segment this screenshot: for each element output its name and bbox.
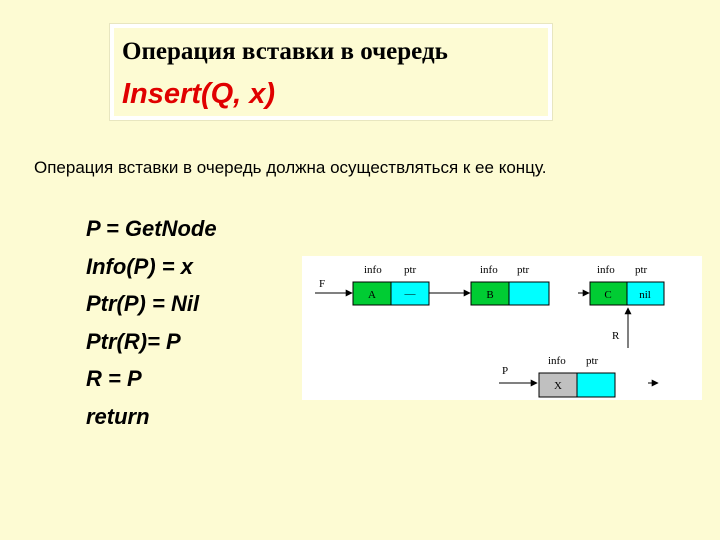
new-node-info: X	[554, 380, 562, 392]
title-box	[110, 24, 552, 120]
new-node-pointer-label: P	[502, 365, 509, 377]
queue-diagram-svg	[302, 256, 702, 400]
slide-title: Операция вставки в очередь	[122, 38, 448, 65]
node-c-ptr: nil	[639, 289, 651, 301]
code-line: Ptr(P) = Nil	[86, 291, 200, 316]
code-line: R = P	[86, 366, 142, 391]
node-b-ptr-cell	[509, 282, 549, 305]
node-c-info: C	[604, 289, 612, 301]
field-label-ptr: ptr	[404, 264, 417, 276]
field-label-info: info	[597, 264, 615, 276]
code-line: Ptr(R)= P	[86, 328, 181, 354]
node-a-info: A	[368, 289, 376, 301]
field-label-info: info	[548, 355, 566, 367]
code-line: return	[86, 403, 150, 429]
queue-diagram	[302, 256, 702, 400]
field-label-ptr: ptr	[517, 264, 530, 276]
code-line: P = GetNode	[86, 216, 217, 241]
node-a-ptr: —	[404, 288, 416, 300]
node-b-info: B	[486, 289, 494, 301]
new-node-ptr-cell	[577, 373, 615, 397]
rear-pointer-label: R	[612, 330, 620, 342]
pseudocode-block	[86, 210, 217, 435]
field-label-ptr: ptr	[635, 264, 648, 276]
front-pointer-label: F	[319, 278, 326, 290]
description-text: Операция вставки в очередь должна осуществляться к ее концу.	[34, 158, 547, 177]
operation-signature: Insert(Q, x)	[122, 78, 276, 110]
field-label-info: info	[364, 264, 382, 276]
code-line: Info(P) = x	[86, 253, 193, 279]
field-label-info: info	[480, 264, 498, 276]
field-label-ptr: ptr	[586, 355, 599, 367]
